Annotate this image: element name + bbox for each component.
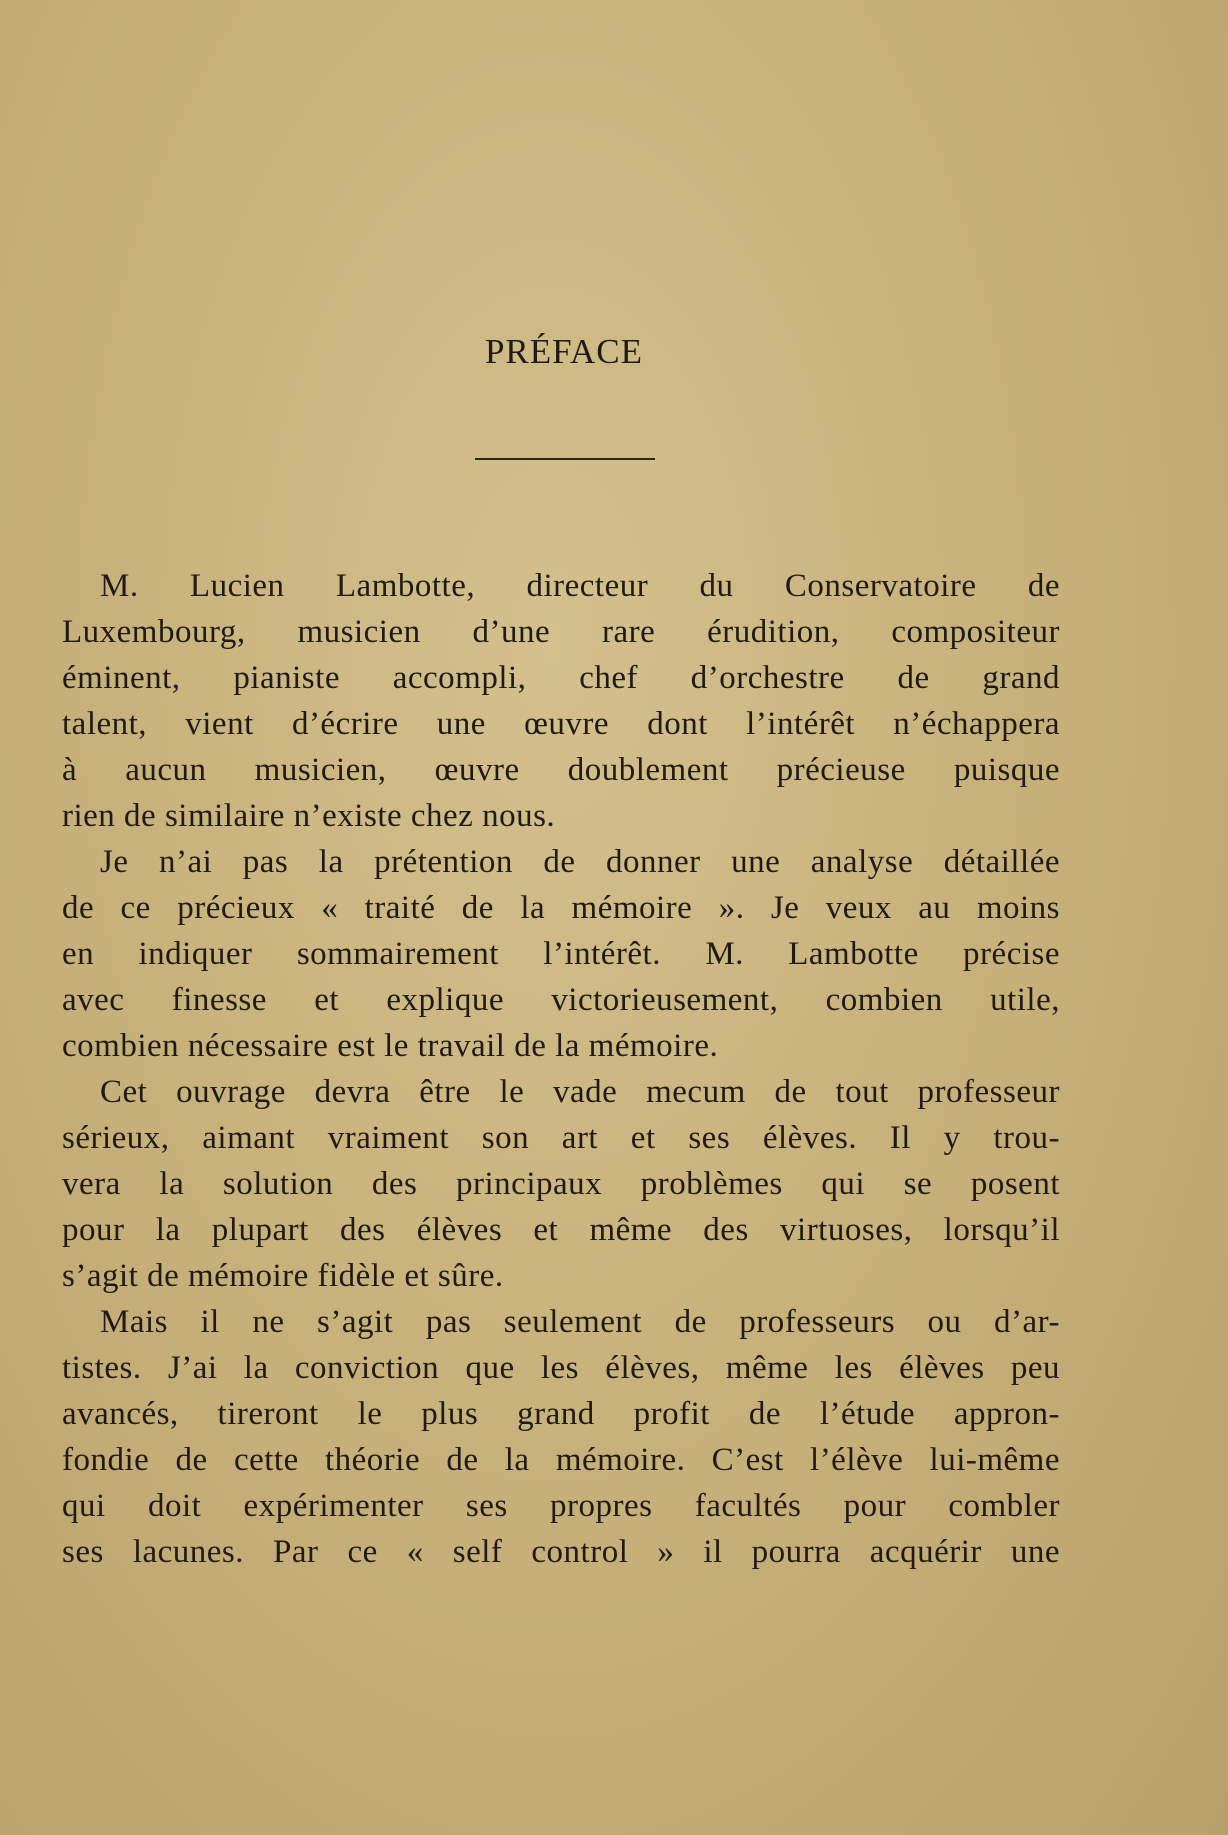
text-line: s’agit de mémoire fidèle et sûre. <box>62 1258 504 1294</box>
preface-body <box>62 563 1060 1575</box>
text-line: Mais il ne s’agit pas seulement de professeurs ou d’ar- <box>100 1304 1060 1340</box>
text-line: talent, vient d’écrire une œuvre dont l’intérêt n’échappera <box>62 706 1060 742</box>
text-line: en indiquer sommairement l’intérêt. M. Lambotte précise <box>62 936 1060 972</box>
title-rule <box>475 458 655 460</box>
text-line: tistes. J’ai la conviction que les élèves, même les élèves peu <box>62 1350 1060 1386</box>
text-line: M. Lucien Lambotte, directeur du Conservatoire de <box>100 568 1060 604</box>
page-title: PRÉFACE <box>484 332 644 371</box>
text-line: de ce précieux « traité de la mémoire ». Je veux au moins <box>62 890 1060 926</box>
text-line: Luxembourg, musicien d’une rare érudition, compositeur <box>62 614 1060 650</box>
paragraph-4 <box>62 1299 1060 1575</box>
text-line: rien de similaire n’existe chez nous. <box>62 798 556 834</box>
text-line: Cet ouvrage devra être le vade mecum de tout professeur <box>100 1074 1060 1110</box>
text-line: combien nécessaire est le travail de la mémoire. <box>62 1028 719 1064</box>
text-line: fondie de cette théorie de la mémoire. C’est l’élève lui-même <box>62 1442 1060 1478</box>
text-line: vera la solution des principaux problèmes qui se posent <box>62 1166 1060 1202</box>
text-line: avancés, tireront le plus grand profit de l’étude appron- <box>62 1396 1060 1432</box>
text-line: à aucun musicien, œuvre doublement précieuse puisque <box>62 752 1060 788</box>
text-line: ses lacunes. Par ce « self control » il pourra acquérir une <box>62 1534 1060 1570</box>
paragraph-2 <box>62 839 1060 1069</box>
text-line: pour la plupart des élèves et même des virtuoses, lorsqu’il <box>62 1212 1060 1248</box>
paragraph-1 <box>62 563 1060 839</box>
text-line: Je n’ai pas la prétention de donner une analyse détaillée <box>100 844 1060 880</box>
paragraph-3 <box>62 1069 1060 1299</box>
text-line: qui doit expérimenter ses propres facultés pour combler <box>62 1488 1060 1524</box>
text-line: éminent, pianiste accompli, chef d’orchestre de grand <box>62 660 1060 696</box>
text-line: sérieux, aimant vraiment son art et ses élèves. Il y trou- <box>62 1120 1060 1156</box>
text-line: avec finesse et explique victorieusement, combien utile, <box>62 982 1060 1018</box>
